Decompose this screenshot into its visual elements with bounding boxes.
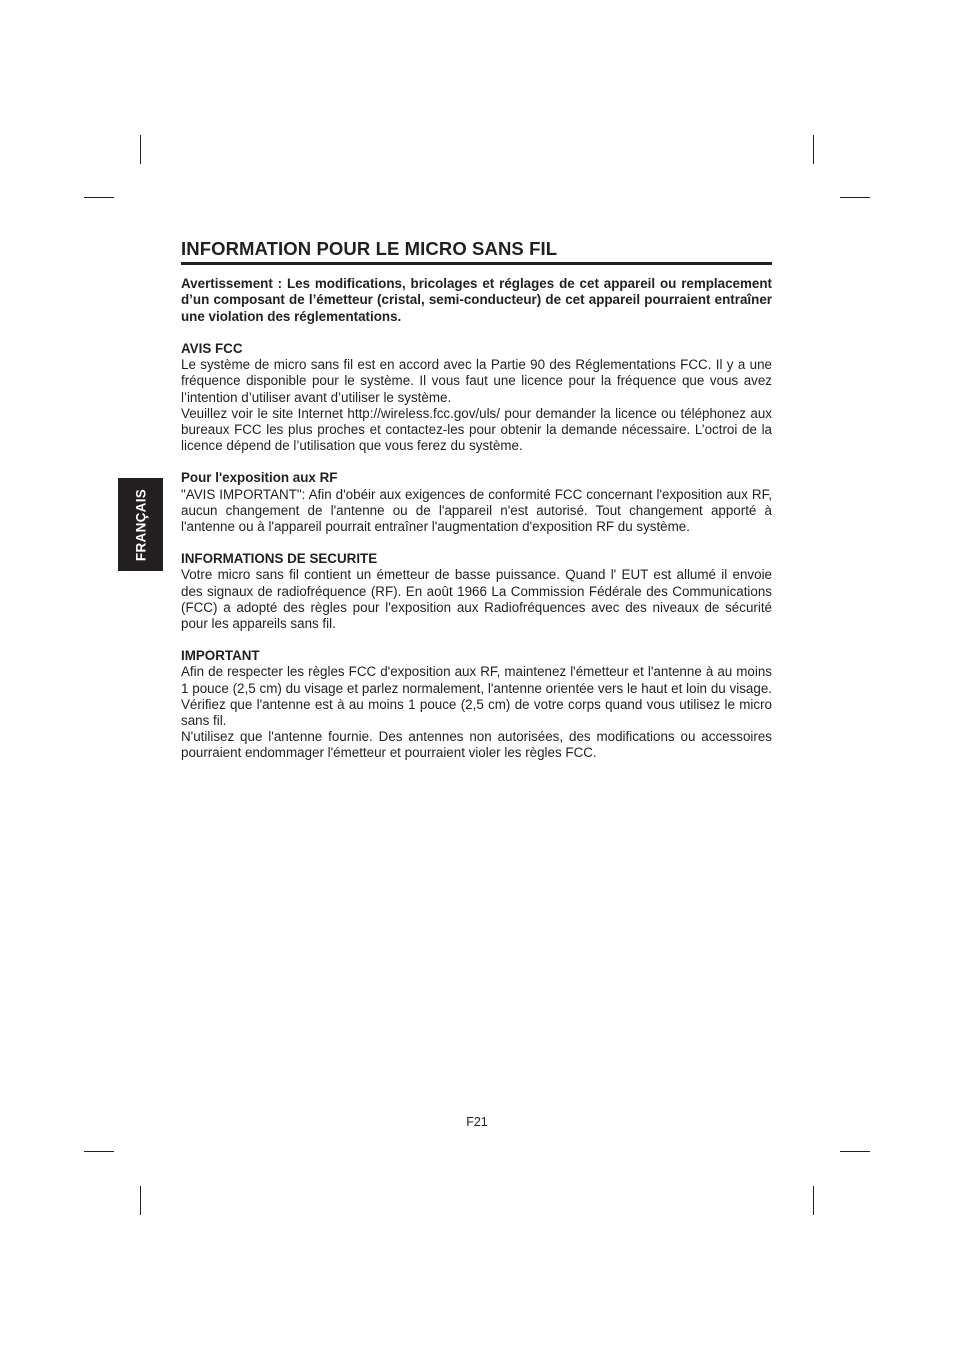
language-side-tab <box>118 478 163 571</box>
section-paragraph: Le système de micro sans fil est en accord avec la Partie 90 des Réglementations FCC. Il y a une fréquence disponible pour le système. Il vous faut une licence pour la fréquence que vous avez l’intention d’utiliser avant d’utiliser le système. <box>181 357 772 405</box>
section-paragraph: Votre micro sans fil contient un émetteur de basse puissance. Quand l' EUT est allumé il envoie des signaux de radiofréquence (RF). En août 1966 La Commission Fédérale des Communications (FCC) a adopté des règles pour l'exposition aux Radiofréquences avec des niveaux de sécurité pour les appareils sans fil. <box>181 567 772 631</box>
page-number: F21 <box>466 1115 488 1129</box>
document-content <box>181 237 772 762</box>
section-avis-fcc <box>181 341 772 454</box>
warning-text: Avertissement : Les modifications, bricolages et réglages de cet appareil ou remplacement d’un composant de l’émetteur (cristal, semi-conducteur) de cet appareil pourraient entraîner une violation des réglementations. <box>181 276 772 324</box>
crop-mark-top-left-vertical <box>140 135 141 164</box>
section-rf-exposure <box>181 470 772 535</box>
crop-mark-bottom-left-horizontal <box>84 1151 114 1152</box>
section-paragraph: Afin de respecter les règles FCC d'exposition aux RF, maintenez l'émetteur et l'antenne à au moins 1 pouce (2,5 cm) du visage et parlez normalement, l'antenne orientée vers le haut et loin du visage. Vérifiez que l'antenne est à au moins 1 pouce (2,5 cm) de votre corps quand vous utilisez le micro sans fil. <box>181 664 772 728</box>
section-heading: INFORMATIONS DE SECURITE <box>181 551 378 567</box>
section-paragraph: Veuillez voir le site Internet http://wireless.fcc.gov/uls/ pour demander la licence ou téléphonez aux bureaux FCC les plus proches et contactez-les pour obtenir la demande nécessaire. L’octroi de la licence dépend de l’utilisation que vous ferez du système. <box>181 405 772 454</box>
crop-mark-bottom-right-vertical <box>813 1186 814 1215</box>
crop-mark-bottom-left-vertical <box>140 1186 141 1215</box>
section-paragraph: N'utilisez que l'antenne fournie. Des antennes non autorisées, des modifications ou accessoires pourraient endommager l'émetteur et pourraient violer les règles FCC. <box>181 729 772 761</box>
section-heading: AVIS FCC <box>181 340 243 356</box>
crop-mark-top-right-horizontal <box>840 197 870 198</box>
section-heading: Pour l'exposition aux RF <box>181 470 338 486</box>
section-important <box>181 648 772 761</box>
page-title: INFORMATION POUR LE MICRO SANS FIL <box>181 237 772 265</box>
language-side-tab-label: FRANÇAIS <box>133 488 148 561</box>
crop-mark-top-left-horizontal <box>84 197 114 198</box>
section-safety-information <box>181 551 772 632</box>
crop-mark-top-right-vertical <box>813 135 814 164</box>
section-paragraph: "AVIS IMPORTANT": Afin d'obéir aux exigences de conformité FCC concernant l'exposition aux RF, aucun changement de l'antenne ou de l'appareil n'est autorisé. Tout changement apporté à l'antenne ou à l'appareil pourrait entraîner l'augmentation d'exposition RF du système. <box>181 486 772 534</box>
crop-mark-bottom-right-horizontal <box>840 1151 870 1152</box>
section-heading: IMPORTANT <box>181 648 260 664</box>
